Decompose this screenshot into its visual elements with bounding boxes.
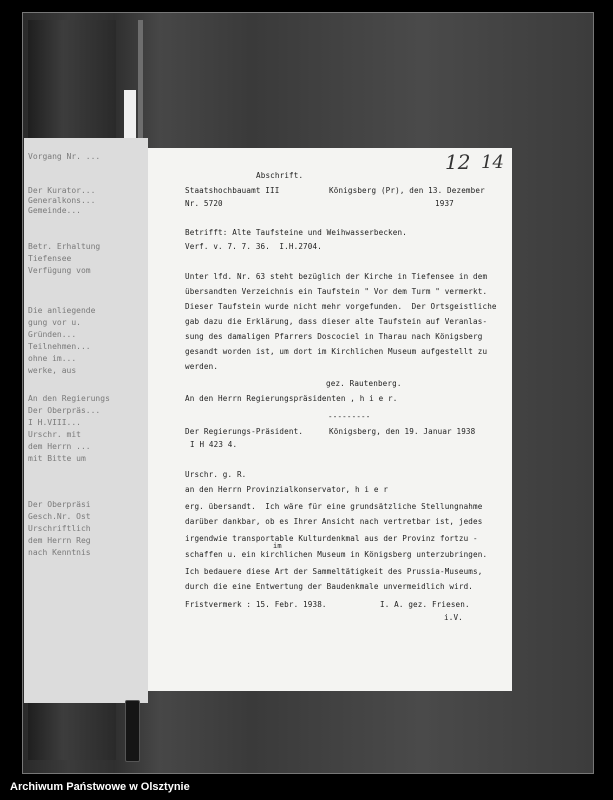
back-text: Der Oberpräs... [28,406,101,415]
binder-clip [125,700,140,762]
page-crease [138,20,143,140]
back-text: An den Regierungs [28,394,110,403]
back-text: dem Herrn ... [28,442,91,451]
back-text: Vorgang Nr. ... [28,152,101,161]
back-text: nach Kenntnis [28,548,91,557]
underlying-page [24,138,148,703]
document-page [148,148,512,691]
body2-line: erg. übersandt. Ich wäre für eine grundsätzliche Stellungnahme [185,502,483,511]
final-initials: i.V. [444,613,463,622]
signature: gez. Rautenberg. [326,379,402,388]
back-text: mit Bitte um [28,454,86,463]
back-text: Verfügung vom [28,266,91,275]
addressee: An den Herrn Regierungspräsidenten , h i e r. [185,394,398,403]
interlinear-insertion: im [273,542,282,550]
document-heading: Abschrift. [256,171,304,180]
back-text: Teilnehmen... [28,342,91,351]
subject-line: Betrifft: Alte Taufsteine und Weihwasserbecken. [185,228,407,237]
body-line: Dieser Taufstein wurde nicht mehr vorgefunden. Der Ortsgeistliche [185,302,497,311]
reference-number: Nr. 5720 [185,199,223,208]
body-line: übersandten Verzeichnis ein Taufstein " Vor dem Turm " vermerkt. [185,287,488,296]
body2-line: darüber dankbar, ob es Ihrer Ansicht nach vertretbar ist, jedes [185,517,483,526]
year: 1937 [435,199,454,208]
back-text: Der Oberpräsi [28,500,91,509]
body2-line: Ich bedauere diese Art der Sammeltätigkeit des Prussia-Museums, [185,567,483,576]
office-name: Staatshochbauamt III [185,186,280,195]
back-text: Urschr. mit [28,430,81,439]
handwritten-folio-number: 14 [481,152,504,173]
sender-reference: I H 423 4. [190,440,238,449]
body2-line: durch die eine Entwertung der Baudenkmale unvermeidlich wird. [185,582,474,591]
back-text: Die anliegende [28,306,96,315]
paper-tab [124,90,136,140]
final-signature: I. A. gez. Friesen. [380,600,470,609]
body-line: werden. [185,362,219,371]
back-text: Gemeinde... [28,206,81,215]
back-text: werke, aus [28,366,77,375]
sender-date: Königsberg, den 19. Januar 1938 [329,427,476,436]
body2-line: schaffen u. ein kirchlichen Museum in Königsberg unterzubringen. [185,550,488,559]
reference-line: Verf. v. 7. 7. 36. I.H.2704. [185,242,322,251]
body-line: gesandt worden ist, um dort im Kirchlichen Museum aufgestellt zu [185,347,488,356]
body-line: Unter lfd. Nr. 63 steht bezüglich der Kirche in Tiefensee in dem [185,272,488,281]
back-text: Generalkons... [28,196,96,205]
body-line: gab dazu die Erklärung, dass dieser alte Taufstein auf Veranlas- [185,317,488,326]
place-date: Königsberg (Pr), den 13. Dezember [329,186,485,195]
archive-watermark: Archiwum Państwowe w Olsztynie [10,781,190,793]
back-text: Gesch.Nr. Ost [28,512,91,521]
to-line: an den Herrn Provinzialkonservator, h i e r [185,485,389,494]
back-text: Betr. Erhaltung [28,242,101,251]
back-text: ohne im... [28,354,77,363]
back-text: Gründen... [28,330,77,339]
separator: --------- [328,412,371,421]
back-text: I H.VIII... [28,418,81,427]
deadline-note: Fristvermerk : 15. Febr. 1938. [185,600,327,609]
back-text: Urschriftlich [28,524,91,533]
urschrift-line: Urschr. g. R. [185,470,247,479]
back-text: dem Herrn Reg [28,536,91,545]
sender: Der Regierungs-Präsident. [185,427,304,436]
handwritten-page-number: 12 [445,150,471,174]
back-text: Der Kurator... [28,186,96,195]
body-line: sung des damaligen Pfarrers Doscociel in Tharau nach Königsberg [185,332,483,341]
body2-line: irgendwie transportable Kulturdenkmal aus der Provinz fortzu - [185,534,478,543]
back-text: Tiefensee [28,254,72,263]
back-text: gung vor u. [28,318,81,327]
